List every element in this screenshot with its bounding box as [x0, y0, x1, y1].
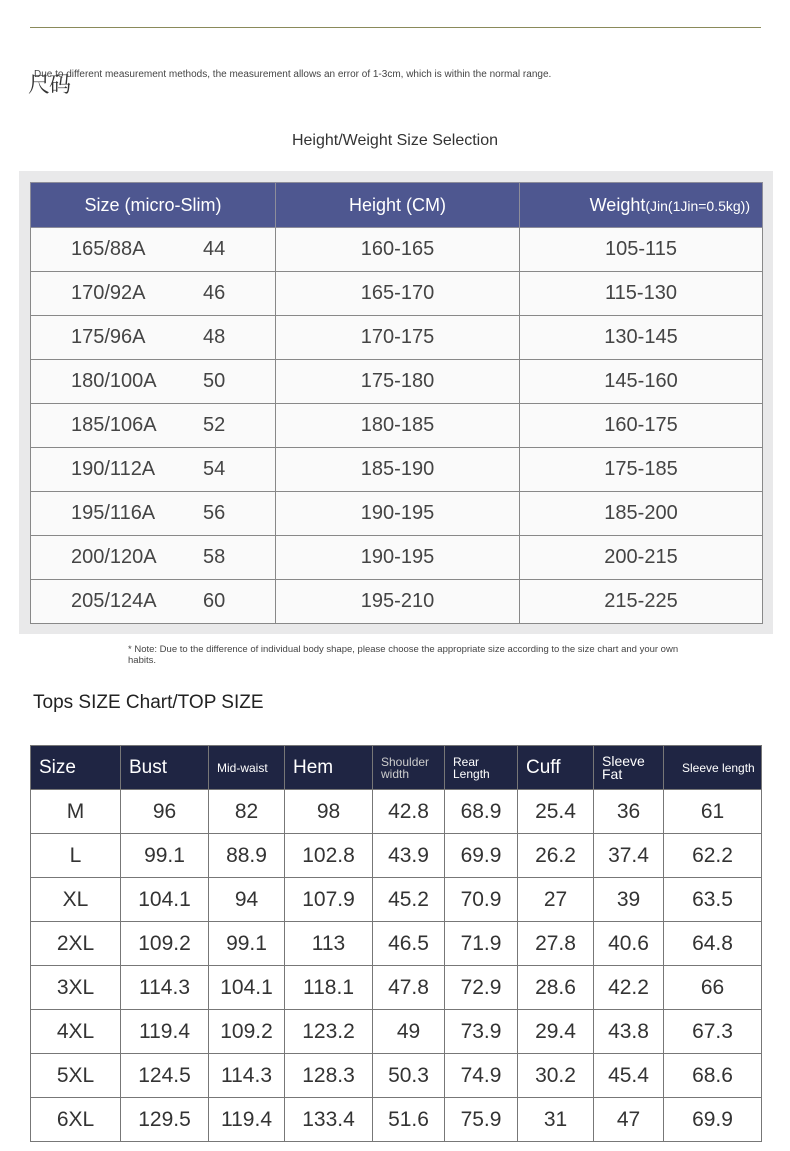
size-table-row: [31, 580, 763, 624]
tops-cell-mid-waist: 119.4: [209, 1098, 285, 1142]
weight-cell: 115-130: [520, 272, 763, 316]
tops-table-row: [31, 790, 762, 834]
weight-cell: 145-160: [520, 360, 763, 404]
weight-cell: 185-200: [520, 492, 763, 536]
tops-header-cuff: Cuff: [518, 746, 594, 790]
tops-header-rear-length: Rear Length: [445, 746, 518, 790]
size-table-header-row: [31, 183, 763, 228]
tops-cell-hem: 118.1: [285, 966, 373, 1010]
weight-cell: 130-145: [520, 316, 763, 360]
tops-cell-hem: 113: [285, 922, 373, 966]
tops-cell-rear-length: 71.9: [445, 922, 518, 966]
header-weight-label: Weight: [589, 194, 646, 215]
size-code: 190/112A: [71, 458, 156, 480]
header-weight-unit: (Jin(1Jin=0.5kg)): [645, 197, 750, 214]
size-cell: [31, 360, 276, 404]
tops-cell-mid-waist: 114.3: [209, 1054, 285, 1098]
weight-cell: 215-225: [520, 580, 763, 624]
tops-cell-size: 4XL: [31, 1010, 121, 1054]
size-cell: [31, 404, 276, 448]
tops-cell-shoulder-width: 47.8: [373, 966, 445, 1010]
height-cell: 185-190: [276, 448, 520, 492]
tops-cell-mid-waist: 109.2: [209, 1010, 285, 1054]
size-number: 60: [203, 590, 226, 612]
tops-cell-rear-length: 69.9: [445, 834, 518, 878]
size-code: 180/100A: [71, 370, 157, 392]
size-number: 54: [203, 458, 226, 480]
tops-size-table: [30, 745, 762, 1142]
tops-cell-sleeve-length: 67.3: [664, 1010, 762, 1054]
tops-table-row: [31, 1010, 762, 1054]
size-cell: [31, 228, 276, 272]
size-code: 170/92A: [71, 282, 146, 304]
weight-cell: 105-115: [520, 228, 763, 272]
tops-cell-cuff: 27.8: [518, 922, 594, 966]
tops-cell-cuff: 26.2: [518, 834, 594, 878]
tops-table-row: [31, 966, 762, 1010]
size-number: 58: [203, 546, 226, 568]
header-size: Size (micro-Slim): [31, 183, 276, 228]
tops-cell-sleeve-fat: 47: [594, 1098, 664, 1142]
tops-table-row: [31, 878, 762, 922]
height-weight-size-table: [30, 182, 763, 624]
size-selection-title: Height/Weight Size Selection: [291, 132, 499, 149]
size-heading-cn: 尺码: [28, 72, 71, 97]
height-cell: 160-165: [276, 228, 520, 272]
tops-cell-shoulder-width: 49: [373, 1010, 445, 1054]
body-shape-note: * Note: Due to the difference of individual body shape, please choose the appropriate size according to the size chart and your own habits.: [128, 644, 679, 666]
tops-cell-bust: 96: [121, 790, 209, 834]
size-cell: [31, 536, 276, 580]
size-number: 52: [203, 414, 226, 436]
tops-cell-hem: 98: [285, 790, 373, 834]
tops-cell-mid-waist: 82: [209, 790, 285, 834]
tops-table-row: [31, 1054, 762, 1098]
size-code: 195/116A: [71, 502, 156, 524]
tops-cell-bust: 104.1: [121, 878, 209, 922]
tops-cell-cuff: 27: [518, 878, 594, 922]
size-cell: [31, 316, 276, 360]
tops-cell-shoulder-width: 43.9: [373, 834, 445, 878]
tops-header-sleeve-length: Sleeve length: [664, 746, 762, 790]
tops-cell-sleeve-length: 68.6: [664, 1054, 762, 1098]
tops-cell-rear-length: 74.9: [445, 1054, 518, 1098]
tops-cell-bust: 114.3: [121, 966, 209, 1010]
size-table-row: [31, 536, 763, 580]
tops-cell-sleeve-fat: 39: [594, 878, 664, 922]
tops-cell-sleeve-fat: 36: [594, 790, 664, 834]
tops-cell-size: 3XL: [31, 966, 121, 1010]
tops-header-bust: Bust: [121, 746, 209, 790]
measurement-note: Due to different measurement methods, the measurement allows an error of 1-3cm, which is within the normal range.: [34, 69, 552, 80]
tops-cell-size: 6XL: [31, 1098, 121, 1142]
tops-cell-cuff: 28.6: [518, 966, 594, 1010]
weight-cell: 175-185: [520, 448, 763, 492]
size-number: 44: [203, 238, 226, 260]
tops-cell-sleeve-fat: 42.2: [594, 966, 664, 1010]
top-divider: [30, 27, 761, 28]
tops-header-size: Size: [31, 746, 121, 790]
tops-table-row: [31, 922, 762, 966]
tops-cell-rear-length: 68.9: [445, 790, 518, 834]
tops-cell-hem: 133.4: [285, 1098, 373, 1142]
size-table-row: [31, 404, 763, 448]
tops-cell-mid-waist: 94: [209, 878, 285, 922]
tops-cell-shoulder-width: 51.6: [373, 1098, 445, 1142]
height-cell: 190-195: [276, 492, 520, 536]
tops-cell-mid-waist: 99.1: [209, 922, 285, 966]
tops-cell-shoulder-width: 46.5: [373, 922, 445, 966]
size-table-row: [31, 316, 763, 360]
height-cell: 195-210: [276, 580, 520, 624]
tops-cell-cuff: 25.4: [518, 790, 594, 834]
tops-cell-hem: 102.8: [285, 834, 373, 878]
size-code: 200/120A: [71, 546, 157, 568]
tops-cell-mid-waist: 88.9: [209, 834, 285, 878]
height-cell: 175-180: [276, 360, 520, 404]
tops-cell-shoulder-width: 45.2: [373, 878, 445, 922]
size-number: 50: [203, 370, 226, 392]
tops-header-row: [31, 746, 762, 790]
size-table-row: [31, 360, 763, 404]
tops-cell-size: XL: [31, 878, 121, 922]
tops-cell-size: L: [31, 834, 121, 878]
tops-cell-hem: 107.9: [285, 878, 373, 922]
size-cell: [31, 492, 276, 536]
tops-cell-sleeve-length: 69.9: [664, 1098, 762, 1142]
tops-cell-sleeve-fat: 37.4: [594, 834, 664, 878]
tops-cell-sleeve-length: 61: [664, 790, 762, 834]
height-cell: 165-170: [276, 272, 520, 316]
tops-header-mid-waist: Mid-waist: [209, 746, 285, 790]
tops-cell-cuff: 30.2: [518, 1054, 594, 1098]
header-weight: [520, 183, 763, 228]
tops-table-row: [31, 834, 762, 878]
tops-cell-mid-waist: 104.1: [209, 966, 285, 1010]
size-code: 165/88A: [71, 238, 146, 260]
tops-header-shoulder-width: Shoulder width: [373, 746, 445, 790]
tops-cell-rear-length: 72.9: [445, 966, 518, 1010]
height-cell: 190-195: [276, 536, 520, 580]
tops-cell-hem: 128.3: [285, 1054, 373, 1098]
tops-cell-sleeve-fat: 40.6: [594, 922, 664, 966]
tops-cell-rear-length: 75.9: [445, 1098, 518, 1142]
weight-cell: 160-175: [520, 404, 763, 448]
tops-cell-bust: 109.2: [121, 922, 209, 966]
tops-cell-hem: 123.2: [285, 1010, 373, 1054]
size-table-row: [31, 228, 763, 272]
tops-size-chart-title: Tops SIZE Chart/TOP SIZE: [33, 692, 264, 713]
tops-cell-bust: 129.5: [121, 1098, 209, 1142]
size-code: 185/106A: [71, 414, 157, 436]
height-cell: 180-185: [276, 404, 520, 448]
size-number: 56: [203, 502, 226, 524]
tops-header-sleeve-fat: Sleeve Fat: [594, 746, 664, 790]
tops-cell-sleeve-length: 66: [664, 966, 762, 1010]
tops-cell-size: 2XL: [31, 922, 121, 966]
size-table-row: [31, 492, 763, 536]
tops-cell-bust: 124.5: [121, 1054, 209, 1098]
header-height: Height (CM): [276, 183, 520, 228]
tops-cell-bust: 99.1: [121, 834, 209, 878]
tops-cell-sleeve-length: 62.2: [664, 834, 762, 878]
size-table-row: [31, 272, 763, 316]
tops-cell-size: M: [31, 790, 121, 834]
size-code: 175/96A: [71, 326, 146, 348]
size-code: 205/124A: [71, 590, 157, 612]
tops-cell-shoulder-width: 42.8: [373, 790, 445, 834]
tops-cell-sleeve-fat: 43.8: [594, 1010, 664, 1054]
tops-table-row: [31, 1098, 762, 1142]
tops-cell-cuff: 29.4: [518, 1010, 594, 1054]
tops-cell-bust: 119.4: [121, 1010, 209, 1054]
tops-header-hem: Hem: [285, 746, 373, 790]
tops-cell-shoulder-width: 50.3: [373, 1054, 445, 1098]
tops-cell-rear-length: 70.9: [445, 878, 518, 922]
size-cell: [31, 580, 276, 624]
tops-cell-sleeve-length: 64.8: [664, 922, 762, 966]
tops-cell-rear-length: 73.9: [445, 1010, 518, 1054]
size-number: 48: [203, 326, 226, 348]
size-number: 46: [203, 282, 226, 304]
weight-cell: 200-215: [520, 536, 763, 580]
tops-cell-sleeve-length: 63.5: [664, 878, 762, 922]
height-cell: 170-175: [276, 316, 520, 360]
tops-cell-sleeve-fat: 45.4: [594, 1054, 664, 1098]
size-table-row: [31, 448, 763, 492]
tops-cell-cuff: 31: [518, 1098, 594, 1142]
size-cell: [31, 272, 276, 316]
size-cell: [31, 448, 276, 492]
tops-cell-size: 5XL: [31, 1054, 121, 1098]
